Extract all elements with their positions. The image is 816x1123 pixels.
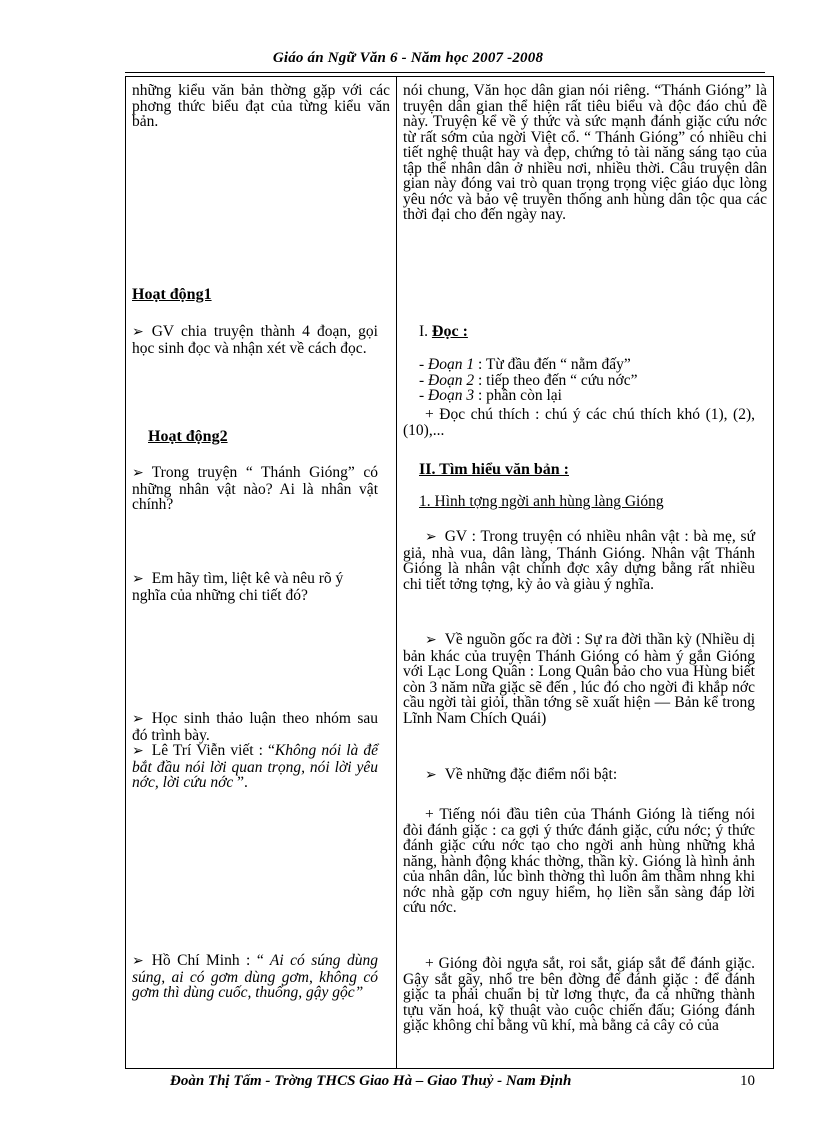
activity-1-text (132, 324, 378, 356)
header-rule (125, 72, 765, 73)
right-column (397, 77, 774, 1069)
arrow-bullet-icon: ➢ (132, 743, 144, 759)
question-1 (132, 465, 378, 513)
quote-2-lead: Hồ Chí Minh : “ (151, 952, 264, 969)
subsection-1-heading: 1. Hình tợng ngời anh hùng làng Gióng (419, 493, 664, 510)
part-2: - Đoạn 2 : tiếp theo đến “ cứu nớc” (419, 371, 638, 389)
section-1-heading (419, 324, 468, 340)
question-3-text: Học sinh thảo luận theo nhóm sau đó trình bày. (132, 710, 378, 744)
arrow-bullet-icon: ➢ (132, 324, 144, 340)
question-3 (132, 711, 378, 743)
quote-le-tri-vien (132, 743, 378, 791)
reading-parts (419, 357, 759, 404)
section-2-heading: II. Tìm hiểu văn bản : (419, 461, 569, 478)
part-3-label: Đoạn 3 (428, 387, 475, 404)
left-column (126, 77, 397, 1069)
part-3-text: : phần còn lại (474, 387, 562, 404)
part-2-label: Đoạn 2 (428, 371, 475, 389)
paragraph-origin (403, 632, 755, 726)
quote-ho-chi-minh (132, 953, 378, 1001)
quote-1-text: Không nói là để bắt đầu nói lời quan trọng, nói lời yêu nớc, lời cứu nớc (132, 742, 378, 791)
section-1-number: I. (419, 323, 432, 340)
paragraph-origin-text: Về nguồn gốc ra đời : Sự ra đời thần kỳ (Nhiều dị bản khác của truyện Thánh Gióng có hàm ý gắn Gióng với Lạc Long Quân : Long Quân bảo cho vua Hùng biết còn 3 năm nữa giặc sẽ đến , lúc đó cho ngời đi khắp nớc cầu ngời tài giỏi, thần tớng sẽ xuất hiện — Bản kể trong Lĩnh Nam Chích Quái) (403, 631, 755, 727)
page-footer: Đoàn Thị Tấm - Trờng THCS Giao Hà – Giao Thuỷ - Nam Định (170, 1073, 572, 1089)
arrow-bullet-icon: ➢ (425, 767, 437, 783)
arrow-bullet-icon: ➢ (132, 571, 144, 587)
question-2-text: Em hãy tìm, liệt kê và nêu rõ ý nghĩa của những chi tiết đó? (132, 570, 344, 604)
lesson-table (125, 76, 774, 1069)
annotation-note: + Đọc chú thích : chú ý các chú thích khó (1), (2), (10),... (403, 406, 755, 439)
quote-2-text: Ai có súng dùng súng, ai có gơm dùng gơm, không có gơm thì dùng cuốc, thuổng, gậy gộc” (132, 952, 378, 1001)
activity-1-body: GV chia truyện thành 4 đoạn, gọi học sinh đọc và nhận xét về cách đọc. (132, 323, 378, 357)
part-1: - Đoạn 1 : Từ đầu đến “ nằm đấy” (419, 356, 631, 373)
left-intro: những kiểu văn bản thờng gặp với các phơng thức biểu đạt của từng kiểu văn bản. (132, 82, 390, 130)
activity-2-heading: Hoạt động2 (148, 428, 228, 445)
quote-1-end: ”. (233, 774, 248, 791)
arrow-bullet-icon: ➢ (425, 529, 437, 545)
paragraph-first-words: + Tiếng nói đầu tiên của Thánh Gióng là tiếng nói đòi đánh giặc : ca gợi ý thức đánh giặc, cứu nớc; ý thức đánh giặc cứu nớc tạo cho ngời anh hùng những khả năng, hành động khác thờng, thần kỳ. Gióng là hình ảnh của nhân dân, lúc bình thờng thì luôn âm thầm nhng khi nớc nhà gặp cơn nguy hiểm, họ liền sẵn sàng đáp lời cứu nớc. (403, 806, 755, 916)
question-2 (132, 571, 378, 603)
paragraph-characters (403, 529, 755, 592)
quote-1-lead: Lê Trí Viễn viết : “ (151, 742, 275, 759)
arrow-bullet-icon: ➢ (132, 711, 144, 727)
arrow-bullet-icon: ➢ (132, 953, 144, 969)
part-2-text: : tiếp theo đến “ cứu nớc” (474, 371, 638, 389)
paragraph-features (425, 767, 617, 784)
page-header: Giáo án Ngữ Văn 6 - Năm học 2007 -2008 (272, 50, 544, 66)
paragraph-characters-text: GV : Trong truyện có nhiều nhân vật : bà mẹ, sứ giả, nhà vua, dân làng, Thánh Gióng. Nhân vật Thánh Gióng là nhân vật chính đợc xây dựng bằng rất nhiều chi tiết tởng tợng, kỳ ảo và giàu ý nghĩa. (403, 528, 755, 593)
part-1-label: Đoạn 1 (428, 356, 475, 373)
part-1-text: : Từ đầu đến “ nằm đấy” (474, 356, 631, 373)
activity-1-heading: Hoạt động1 (132, 286, 212, 303)
paragraph-features-text: Về những đặc điểm nổi bật: (444, 766, 618, 783)
arrow-bullet-icon: ➢ (132, 465, 144, 481)
arrow-bullet-icon: ➢ (425, 632, 437, 648)
question-1-text: Trong truyện “ Thánh Gióng” có những nhân vật nào? Ai là nhân vật chính? (132, 464, 378, 513)
right-intro: nói chung, Văn học dân gian nói riêng. “Thánh Gióng” là truyện dân gian thể hiện rất tiêu biểu và độc đáo chủ đề này. Truyện kể về ý thức và sức mạnh đánh giặc cứu nớc từ rất sớm của ngời Việt cổ. “ Thánh Gióng” có nhiều chi tiết nghệ thuật hay và đẹp, chứng tỏ tài năng sáng tạo của tập thể nhân dân ở nhiều nơi, nhiều thời. Câu truyện dân gian này đóng vai trò quan trọng trọng việc giáo dục lòng yêu nớc và bảo vệ truyền thống anh hùng dân tộc qua các thời đại cho đến ngày nay. (403, 82, 767, 223)
section-1-title: Đọc : (431, 323, 468, 340)
part-3: - Đoạn 3 : phần còn lại (419, 387, 562, 404)
page-number: 10 (740, 1073, 755, 1089)
paragraph-weapons: + Gióng đòi ngựa sắt, roi sắt, giáp sắt để đánh giặc. Gậy sắt gãy, nhổ tre bên đờng để đánh giặc : để đánh giặc ta phải chuẩn bị từ lơng thực, đa cả những thành tựu văn hoá, kỹ thuật vào cuộc chiến đấu; Gióng đánh giặc không chỉ bằng vũ khí, mà bằng cả cây cỏ của (403, 955, 755, 1034)
